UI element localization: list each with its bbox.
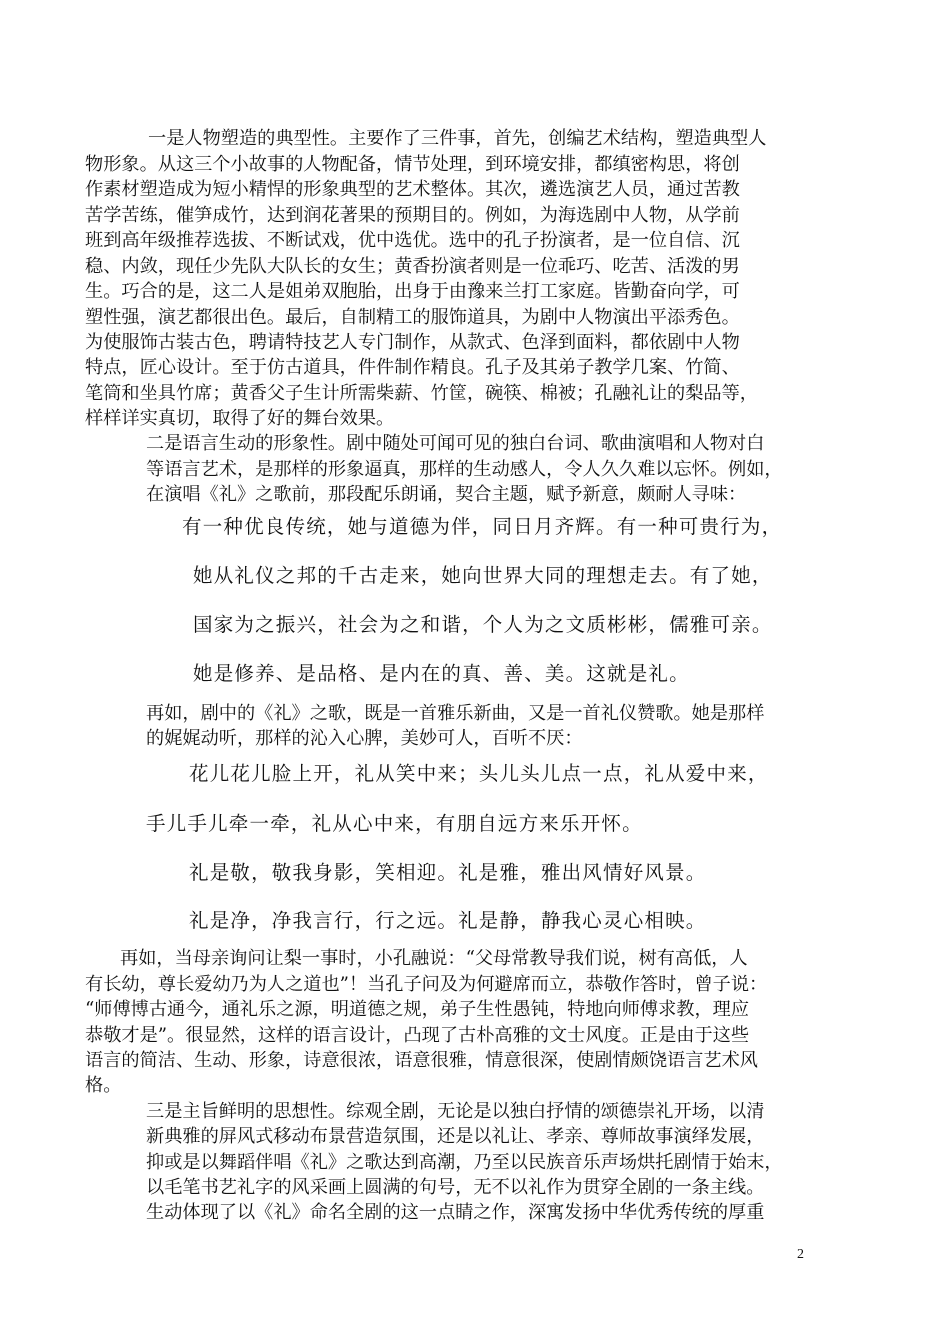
text-line: 等语言艺术，是那样的形象逼真，那样的生动感人，令人久久难以忘怀。例如，: [146, 459, 783, 480]
poem-line: 礼是敬，敬我身影，笑相迎。礼是雅，雅出风情好风景。: [189, 861, 707, 884]
text-line: 抑或是以舞蹈伴唱《礼》之歌达到高潮，乃至以民族音乐声场烘托剧情于始末，: [146, 1152, 783, 1173]
text-line: 三是主旨鲜明的思想性。综观全剧，无论是以独白抒情的颂德崇礼开场，以清: [146, 1101, 765, 1122]
text-line: 语言的简洁、生动、形象，诗意很浓，语意很雅，情意很深，使剧情颇饶语言艺术风: [85, 1050, 758, 1071]
text-line: 作素材塑造成为短小精悍的形象典型的艺术整体。其次，遴选演艺人员，通过苦教: [85, 179, 740, 200]
page-number: 2: [797, 1247, 804, 1262]
text-line: 苦学苦练，催笋成竹，达到润花著果的预期目的。例如，为海选剧中人物，从学前: [85, 205, 740, 226]
text-line: 以毛笔书艺礼字的风采画上圆满的句号，无不以礼作为贯穿全剧的一条主线。: [146, 1177, 765, 1198]
text-line: 二是语言生动的形象性。剧中随处可闻可见的独白台词、歌曲演唱和人物对白: [146, 433, 765, 454]
text-line: 塑性强，演艺都很出色。最后，自制精工的服饰道具，为剧中人物演出平添秀色。: [85, 307, 740, 328]
text-line: 生动体现了以《礼》命名全剧的这一点睛之作，深寓发扬中华优秀传统的厚重: [146, 1202, 765, 1223]
text-line: 格。: [85, 1075, 122, 1096]
text-line: 为使服饰古装古色，聘请特技艺人专门制作，从款式、色泽到面料，都依剧中人物: [85, 332, 740, 353]
text-line: 特点，匠心设计。至于仿古道具，件件制作精良。孔子及其弟子教学几案、竹简、: [85, 357, 740, 378]
text-line: 的娓娓动听，那样的沁入心脾，美妙可人，百听不厌：: [146, 728, 583, 749]
poem-line: 有一种优良传统，她与道德为伴，同日月齐辉。有一种可贵行为，: [182, 515, 783, 538]
text-line: 恭敬才是”。很显然，这样的语言设计，凸现了古朴高雅的文士风度。正是由于这些: [85, 1025, 750, 1046]
text-line: 再如，剧中的《礼》之歌，既是一首雅乐新曲，又是一首礼仪赞歌。她是那样: [146, 703, 765, 724]
poem-line: 国家为之振兴，社会为之和谐，个人为之文质彬彬，儒雅可亲。: [193, 613, 773, 636]
text-line: “师傅博古通今，通礼乐之源，明道德之规，弟子生性愚钝，特地向师傅求教，理应: [85, 999, 750, 1020]
text-line: 一是人物塑造的典型性。主要作了三件事，首先，创编艺术结构，塑造典型人: [148, 128, 767, 149]
poem-line: 她从礼仪之邦的千古走来，她向世界大同的理想走去。有了她，: [193, 564, 773, 587]
text-line: 样样详实真切，取得了好的舞台效果。: [85, 408, 395, 429]
text-line: 稳、内敛，现任少先队大队长的女生；黄香扮演者则是一位乖巧、吃苦、活泼的男: [85, 256, 740, 277]
text-line: 再如，当母亲询问让梨一事时，小孔融说：“父母常教导我们说，树有高低，人: [120, 948, 748, 969]
text-line: 在演唱《礼》之歌前，那段配乐朗诵，契合主题，赋予新意，颇耐人寻味：: [146, 484, 747, 505]
poem-line: 礼是净，净我言行，行之远。礼是静，静我心灵心相映。: [189, 909, 707, 932]
text-line: 新典雅的屏风式移动布景营造氛围，还是以礼让、孝亲、尊师故事演绎发展，: [146, 1126, 765, 1147]
poem-line: 手儿手儿牵一牵，礼从心中来，有朋自远方来乐开怀。: [146, 812, 643, 835]
text-line: 班到高年级推荐选拔、不断试戏，优中选优。选中的孔子扮演者，是一位自信、沉: [85, 230, 740, 251]
text-line: 有长幼，尊长爱幼乃为人之道也”！当孔子问及为何避席而立，恭敬作答时，曾子说：: [85, 974, 768, 995]
text-line: 生。巧合的是，这二人是姐弟双胞胎，出身于由豫来兰打工家庭。皆勤奋向学，可: [85, 281, 740, 302]
poem-line: 花儿花儿脸上开，礼从笑中来；头儿头儿点一点，礼从爱中来，: [189, 762, 769, 785]
text-line: 物形象。从这三个小故事的人物配备，情节处理，到环境安排，都缜密构思，将创: [85, 154, 740, 175]
text-line: 笔筒和坐具竹席；黄香父子生计所需柴薪、竹筐，碗筷、棉被；孔融礼让的梨品等，: [85, 383, 758, 404]
poem-line: 她是修养、是品格、是内在的真、善、美。这就是礼。: [193, 662, 690, 685]
